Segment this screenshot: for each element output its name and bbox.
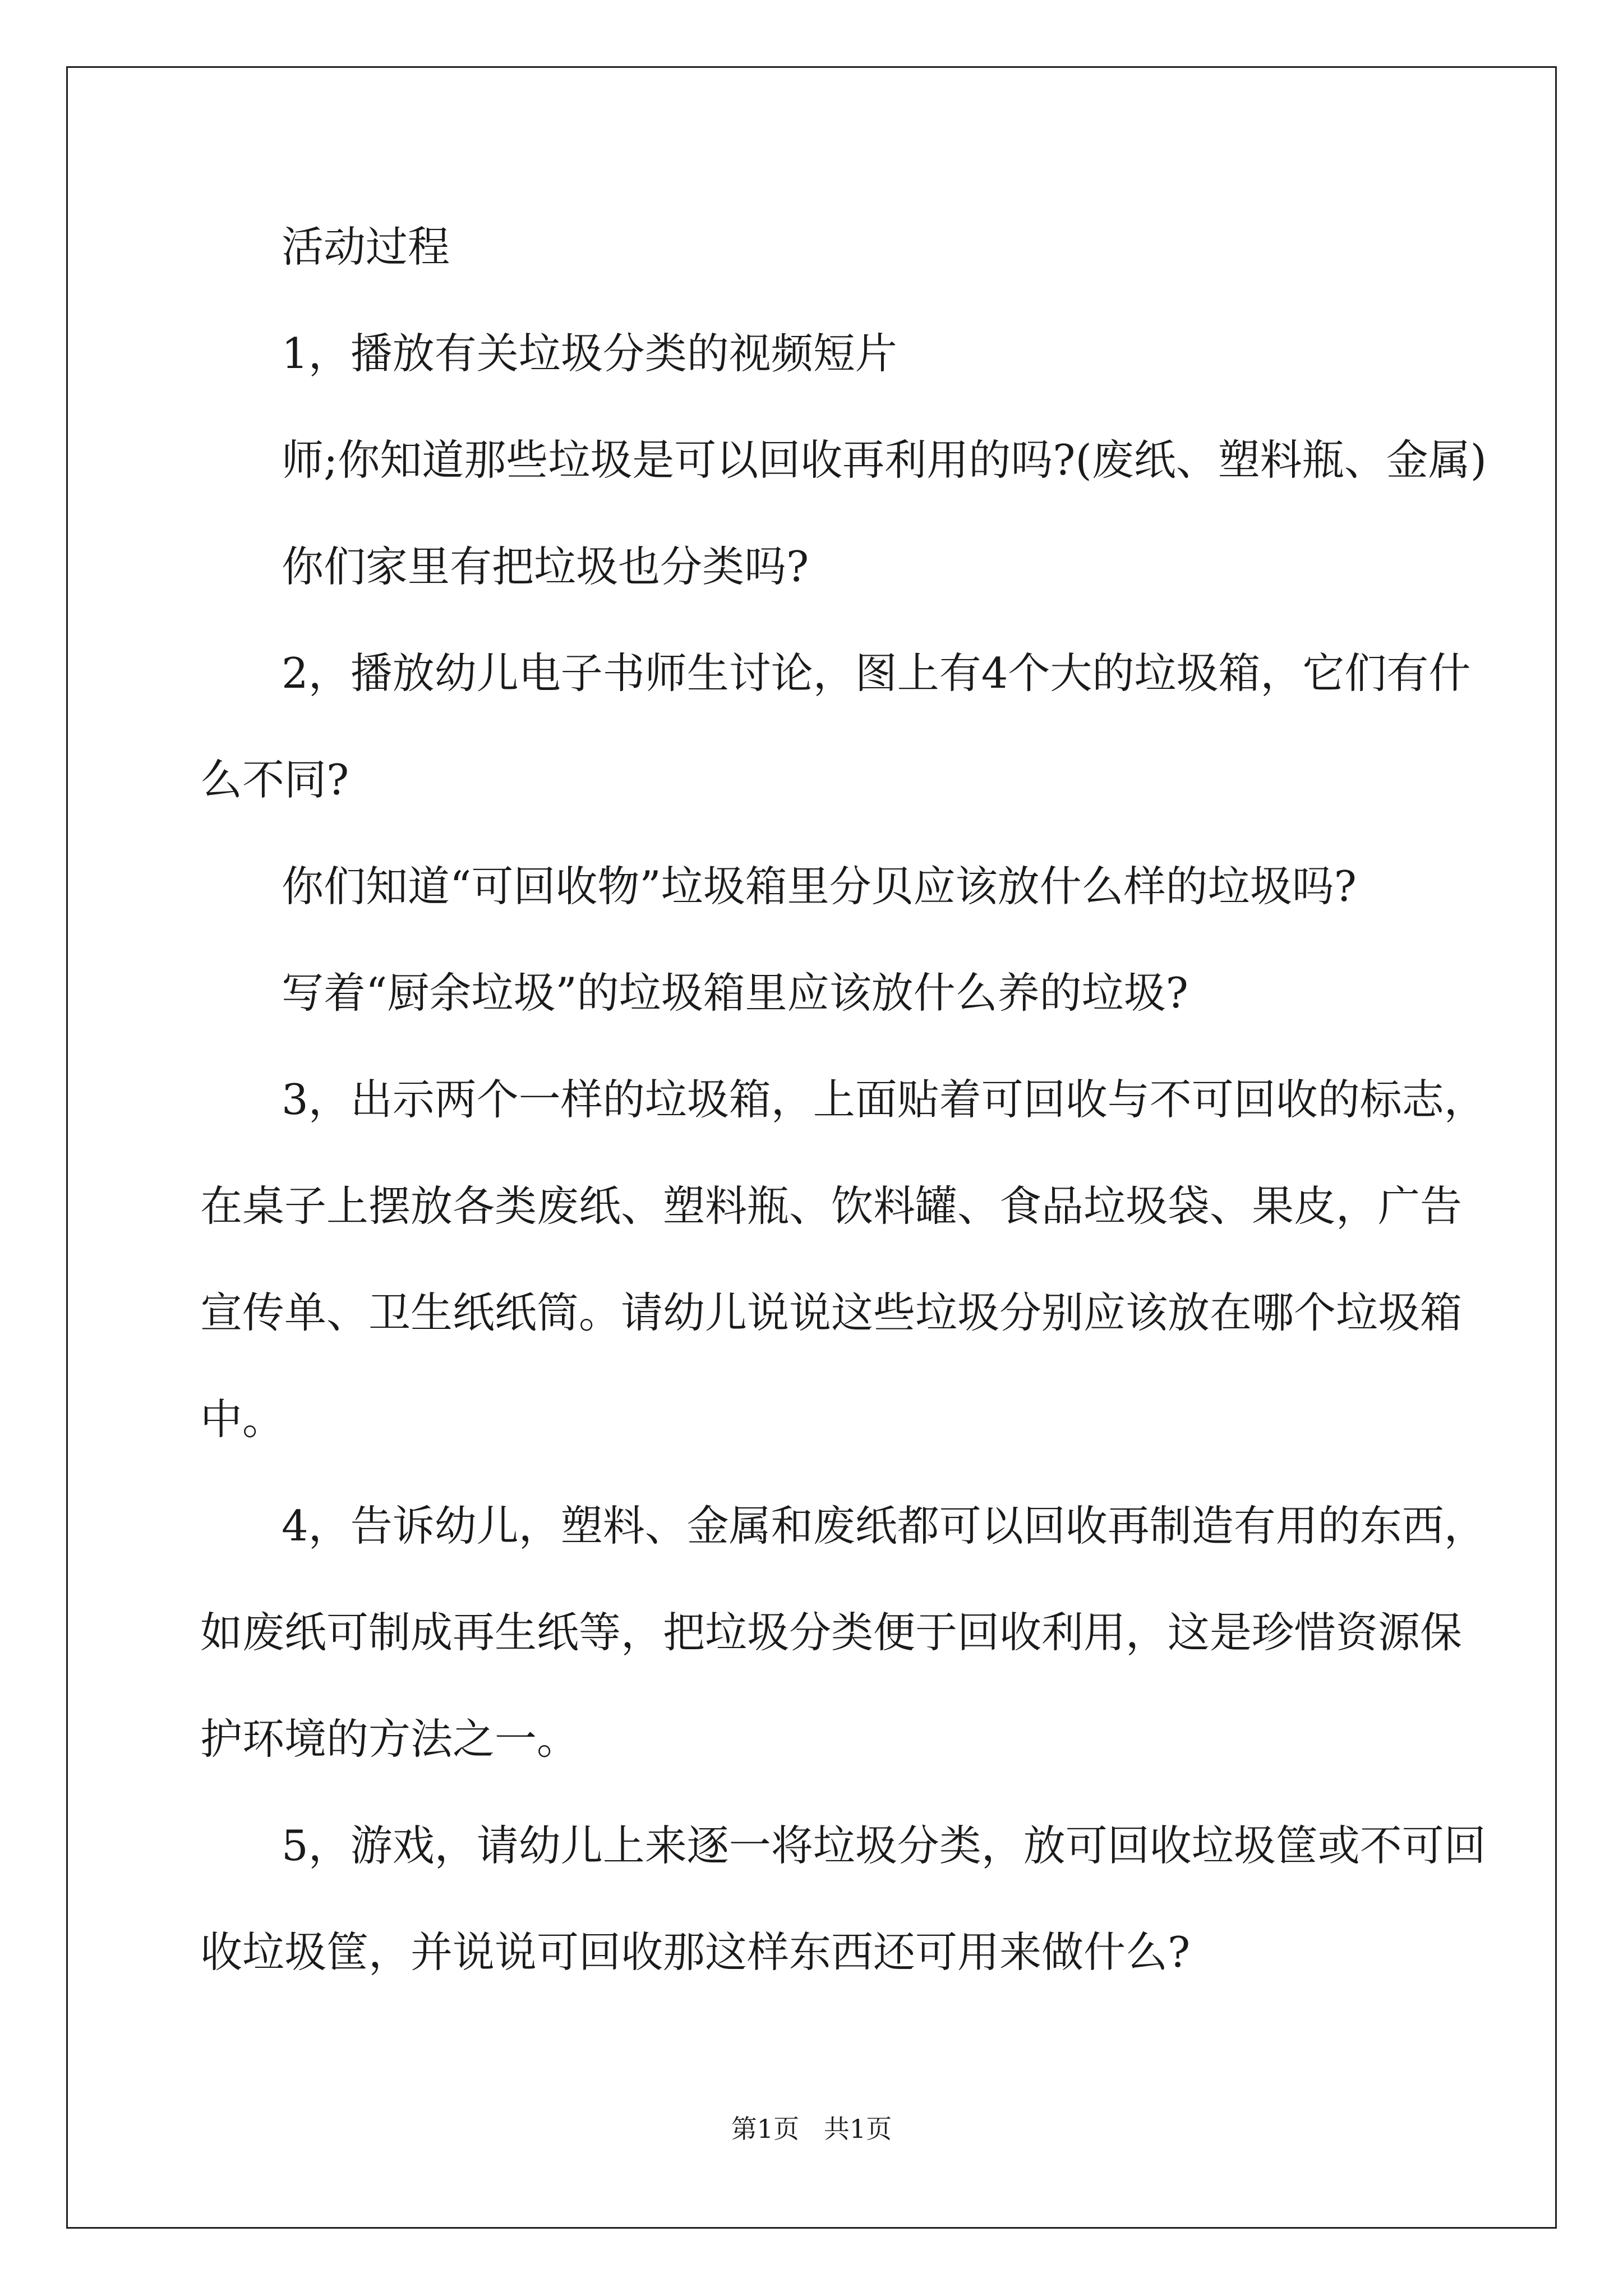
paragraph-line: 3，出示两个一样的垃圾箱，上面贴着可回收与不可回收的标志，	[282, 1075, 1486, 1124]
paragraph-line: 么不同?	[200, 755, 349, 804]
paragraph-line: 4，告诉幼儿，塑料、金属和废纸都可以回收再制造有用的东西，	[282, 1501, 1486, 1550]
paragraph-line: 你们知道“可回收物”垃圾箱里分贝应该放什么样的垃圾吗?	[282, 862, 1357, 911]
paragraph-line: 如废纸可制成再生纸等，把垃圾分类便于回收利用，这是珍惜资源保	[200, 1608, 1463, 1657]
paragraph-line: 1，播放有关垃圾分类的视频短片	[282, 329, 897, 378]
paragraph-line: 写着“厨余垃圾”的垃圾箱里应该放什么养的垃圾?	[282, 968, 1188, 1018]
section-heading: 活动过程	[282, 222, 450, 272]
paragraph-line: 2，播放幼儿电子书师生讨论，图上有4个大的垃圾箱，它们有什	[282, 648, 1471, 698]
paragraph-line: 中。	[200, 1395, 285, 1444]
paragraph-line: 在桌子上摆放各类废纸、塑料瓶、饮料罐、食品垃圾袋、果皮，广告	[200, 1181, 1463, 1231]
paragraph-line: 收垃圾筐，并说说可回收那这样东西还可用来做什么?	[200, 1927, 1191, 1977]
paragraph-line: 护环境的方法之一。	[200, 1714, 579, 1764]
paragraph-line: 师;你知道那些垃圾是可以回收再利用的吗?(废纸、塑料瓶、金属)	[282, 435, 1487, 485]
page-footer: 第1页 共1页	[731, 2114, 892, 2144]
paragraph-line: 5，游戏，请幼儿上来逐一将垃圾分类，放可回收垃圾筐或不可回	[282, 1821, 1486, 1870]
paragraph-line: 你们家里有把垃圾也分类吗?	[282, 542, 809, 591]
page-border	[66, 66, 1557, 2229]
paragraph-line: 宣传单、卫生纸纸筒。请幼儿说说这些垃圾分别应该放在哪个垃圾箱	[200, 1288, 1463, 1337]
